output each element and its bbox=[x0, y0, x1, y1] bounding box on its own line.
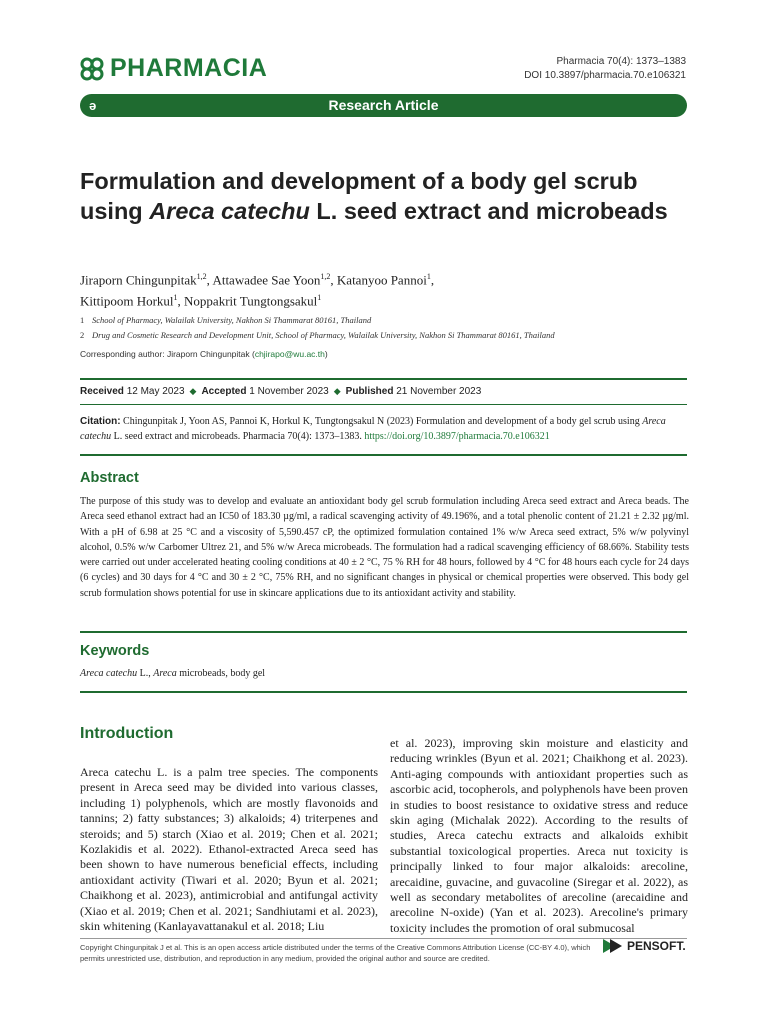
journal-name: PHARMACIA bbox=[110, 54, 268, 82]
citation: Citation: Chingunpitak J, Yoon AS, Pannoi K, Horkul K, Tungtongsakul N (2023) Formulation and development of a body gel scrub using Areca catechu L. seed extract and microbeads. Pharmacia 70(4): 1373–1383. https://doi.org/10.3897/pharmacia.70.e106321 bbox=[80, 416, 666, 442]
author-list: Jiraporn Chingunpitak$^{1,2}$, Attawadee Sae Yoon$^{1,2}$, Katanyoo Pannoi$^1$, Kittipoom Horkul$^1$, Noppakrit Tungtongsakul$^1$ bbox=[80, 272, 435, 309]
diamond-icon: ◆ bbox=[333, 386, 341, 396]
article-type: Research Article bbox=[328, 97, 439, 113]
corresponding-email-link[interactable]: chjirapo@wu.ac.th bbox=[254, 349, 325, 359]
pharmacia-logo-icon bbox=[80, 57, 104, 81]
publisher-name: PENSOFT. bbox=[627, 939, 686, 953]
divider bbox=[80, 404, 687, 405]
author[interactable]: Kittipoom Horkul bbox=[80, 293, 174, 309]
article-dates: Received 12 May 2023 ◆ Accepted 1 November 2023 ◆ Published 21 November 2023 bbox=[80, 386, 482, 397]
open-access-icon: ə bbox=[89, 98, 97, 113]
journal-logo bbox=[80, 54, 267, 83]
affiliation-item: 2 Drug and Cosmetic Research and Development Unit, School of Pharmacy, Walailak University, Nakhon Si Thammarat 80161, Thailand bbox=[80, 329, 555, 340]
author[interactable]: Katanyoo Pannoi bbox=[336, 272, 427, 288]
citation-doi-link[interactable]: https://doi.org/10.3897/pharmacia.70.e106321 bbox=[364, 431, 550, 442]
introduction-column-2: et al. 2023), improving skin moisture and elasticity and reducing wrinkles (Byun et al. 2021; Chaikhong et al. 2023). Anti-aging compounds with antioxidant properties such as ascorbic acid, tocopherols, and polyphenols have been proven in studies to boost resistance to oxidative stress and reduce skin aging (Michalak 2022). According to the results of studies, Areca catechu extracts and alkaloids exhibit substantial toxicological properties. Areca nut toxicity is principally linked to four major alkaloids: arecoline, arecaidine, guvacine, and guvacoline (Siregar et al. 2022), as well as secondary metabolites of arecoline (arecaidine and arecoline N-oxide) (Yan et al. 2023). Arecoline's primary toxicity includes the promotion of oral submucosal bbox=[390, 736, 688, 935]
journal-reference: Pharmacia 70(4): 1373–1383 bbox=[556, 56, 686, 67]
divider bbox=[80, 378, 687, 380]
affiliations bbox=[80, 313, 700, 342]
title-species: Areca catechu bbox=[149, 198, 310, 224]
diamond-icon: ◆ bbox=[189, 386, 197, 396]
divider bbox=[80, 631, 687, 633]
footer-divider bbox=[80, 938, 687, 939]
affiliation-item: 1 School of Pharmacy, Walailak University, Nakhon Si Thammarat 80161, Thailand bbox=[80, 315, 372, 325]
corresponding-author: Corresponding author: Jiraporn Chingunpitak (chjirapo@wu.ac.th) bbox=[80, 349, 328, 359]
divider bbox=[80, 691, 687, 693]
pensoft-logo-icon bbox=[602, 937, 624, 955]
doi-text[interactable]: DOI 10.3897/pharmacia.70.e106321 bbox=[524, 70, 686, 81]
introduction-column-1: Areca catechu L. is a palm tree species. The components present in Areca seed may be divided into various classes, including 1) polyphenols, which are mostly flavonoids and tannins; 2) fatty substances; 3) alkaloids; 4) triterpenes and steroids; and 5) starch (Xiao et al. 2019; Chen et al. 2021; Kozlakidis et al. 2022). Ethanol-extracted Areca seed has been shown to have numerous beneficial effects, including antioxidant activity (Tiwari et al. 2020; Byun et al. 2021; Chaikhong et al. 2023), antimicrobial and antifungal activity (Xiao et al. 2019; Chen et al. 2021; Sandhiutami et al. 2023), skin whitening (Kanlayavattanakul et al. 2018; Liu bbox=[80, 765, 378, 934]
article-type-banner bbox=[80, 94, 687, 117]
article-title: Formulation and development of a body gel scrub using Areca catechu L. seed extract and microbeads bbox=[80, 168, 668, 224]
author[interactable]: Noppakrit Tungtongsakul bbox=[184, 293, 318, 309]
abstract-heading: Abstract bbox=[80, 470, 139, 486]
keywords-heading: Keywords bbox=[80, 643, 150, 659]
divider bbox=[80, 454, 687, 456]
journal-meta bbox=[524, 55, 686, 83]
copyright-notice: Copyright Chingunpitak J et al. This is an open access article distributed under the terms of the Creative Commons Attribution License (CC-BY 4.0), which permits unrestricted use, distribution, and reproduction in any medium, provided the original author and source are credited. bbox=[80, 943, 591, 963]
author[interactable]: Attawadee Sae Yoon bbox=[212, 272, 321, 288]
publisher-logo bbox=[602, 937, 686, 955]
abstract-text: The purpose of this study was to develop and evaluate an antioxidant body gel scrub formulation including Areca seed extract and Areca beads. The Areca seed ethanol extract had an IC50 of 183.30 µg/ml, a radical scavenging activity of 49.196%, and a total phenolic content of 21.21 ± 2.32 µg/ml. With a pH of 6.98 at 25 °C and a viscosity of 5,590.457 cP, the optimized formulation contained 1% w/w Areca seed extract, 5% w/w polyvinyl alcohol, 0.5% w/w Carbomer Ultrez 21, and 5% w/w Areca microbeads. The formulation had a radical scavenging efficiency of 68.66%. Stability tests were carried out under accelerated heating cooling conditions at 40 ± 2 °C, 75 % RH for 48 hours, followed by 4 °C for 48 hours each cycle for 24 days (6 cycles) and 30 days for 4 °C and 30 ± 2 °C, 75% RH, and no significant changes in physical or chemical properties were observed. This body gel scrub formulation shows potential for use in skincare applications due to its antioxidant activity and stability. bbox=[80, 496, 689, 599]
keywords-text: Areca catechu L., Areca microbeads, body gel bbox=[80, 668, 266, 679]
author[interactable]: Jiraporn Chingunpitak bbox=[80, 272, 197, 288]
introduction-heading: Introduction bbox=[80, 725, 174, 742]
